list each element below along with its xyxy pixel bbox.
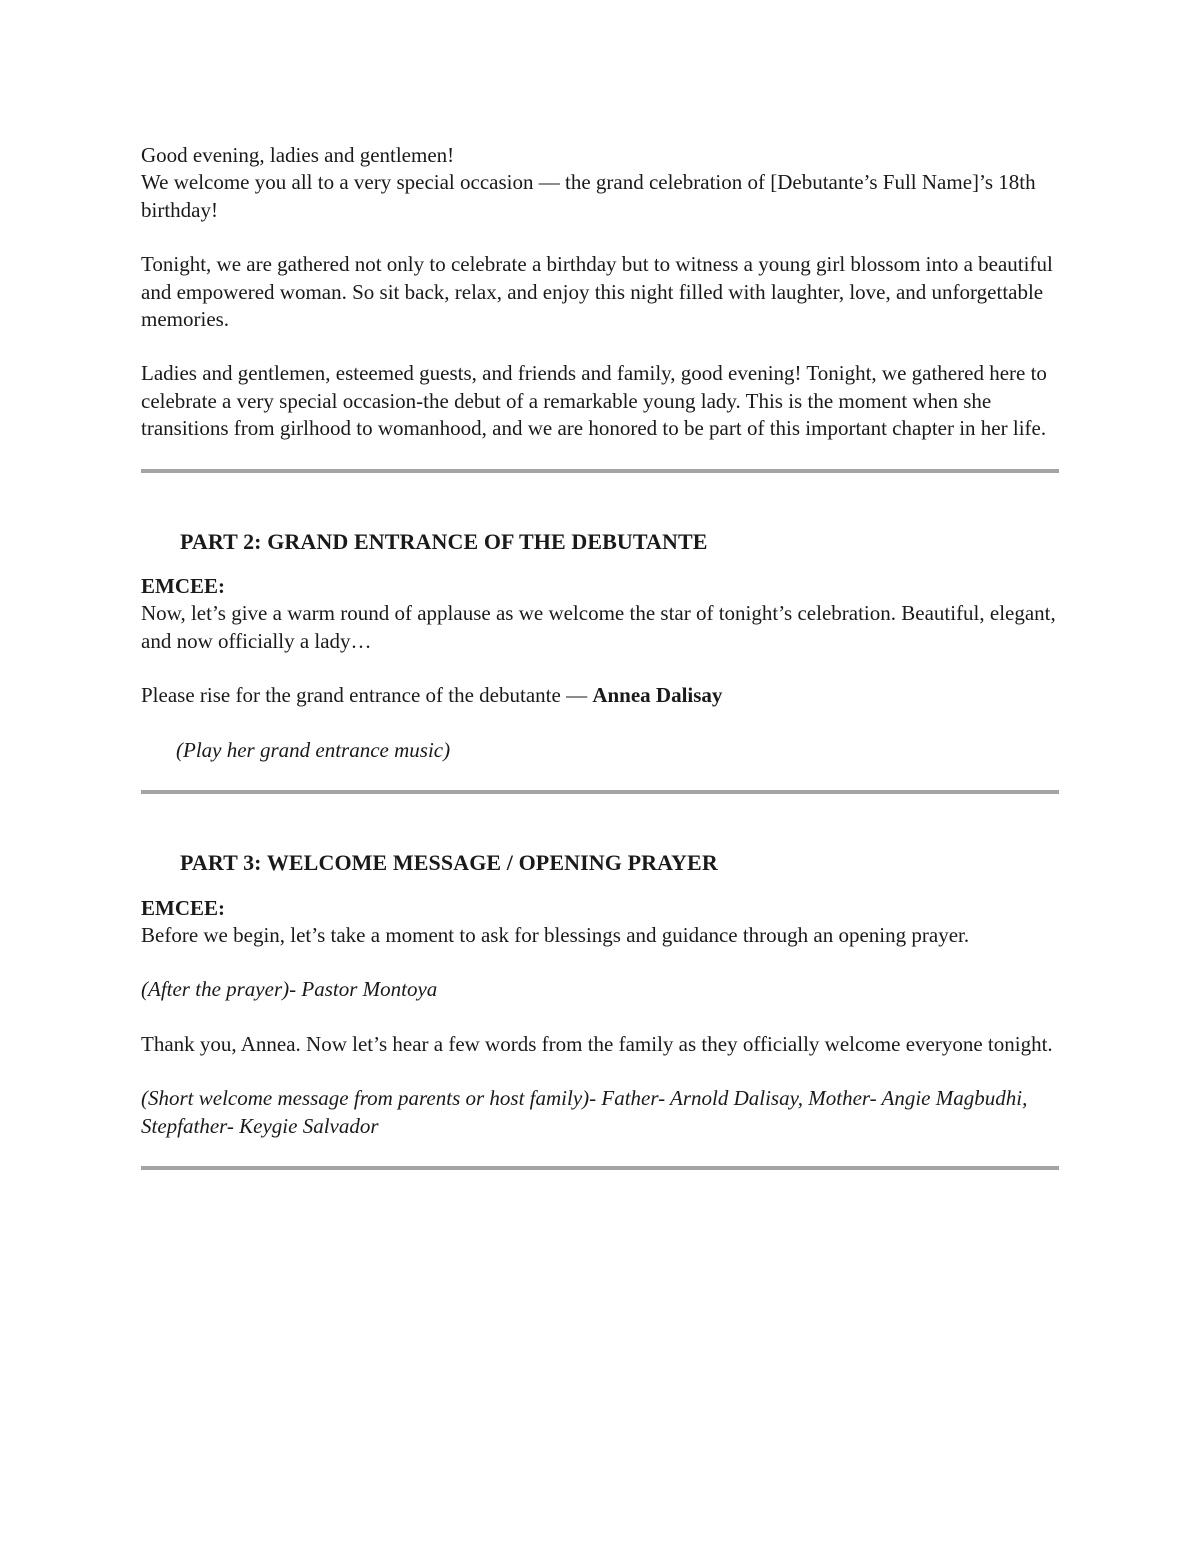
section-divider	[141, 790, 1059, 794]
part3-family-message: (Short welcome message from parents or host family)- Father- Arnold Dalisay, Mother- Angie Magbudhi, Stepfather- Keygie Salvador	[141, 1086, 1028, 1138]
section-divider	[141, 1166, 1059, 1170]
part3-blessing-text: Before we begin, let’s take a moment to ask for blessings and guidance through an opening prayer.	[141, 922, 970, 947]
part2-rise-line	[141, 682, 1061, 709]
ladies-paragraph: Ladies and gentlemen, esteemed guests, and friends and family, good evening! Tonight, we gathered here to celebrate a very special occasion-the debut of a remarkable young lady. This is the moment when she transitions from girlhood to womanhood, and we are honored to be part of this important chapter in her life.	[141, 361, 1047, 441]
part2-emcee-label: EMCEE:	[141, 574, 225, 599]
document-page	[141, 142, 1061, 1170]
rise-text: Please rise for the grand entrance of the debutante —	[141, 683, 593, 708]
section-divider	[141, 469, 1059, 473]
part3-thank-you: Thank you, Annea. Now let’s hear a few words from the family as they officially welcome everyone tonight.	[141, 1031, 1053, 1056]
debutante-name: Annea Dalisay	[592, 683, 723, 708]
greeting-text: Good evening, ladies and gentlemen!	[141, 143, 455, 167]
part3-after-prayer: (After the prayer)- Pastor Montoya	[141, 977, 438, 1002]
welcome-text: We welcome you all to a very special occasion — the grand celebration of [Debutante’s Full Name]’s 18th birthday!	[141, 170, 1036, 222]
part3-heading: PART 3: WELCOME MESSAGE / OPENING PRAYER	[180, 850, 718, 876]
tonight-paragraph: Tonight, we are gathered not only to celebrate a birthday but to witness a young girl blossom into a beautiful and empowered woman. So sit back, relax, and enjoy this night filled with laughter, love, and unforgettable memories.	[141, 252, 1053, 332]
part3-emcee-label: EMCEE:	[141, 895, 225, 920]
part2-music-note: (Play her grand entrance music)	[176, 737, 451, 762]
part2-applause-text: Now, let’s give a warm round of applause as we welcome the star of tonight’s celebration. Beautiful, elegant, and now officially a lady…	[141, 601, 1056, 653]
part2-heading: PART 2: GRAND ENTRANCE OF THE DEBUTANTE	[180, 528, 708, 554]
